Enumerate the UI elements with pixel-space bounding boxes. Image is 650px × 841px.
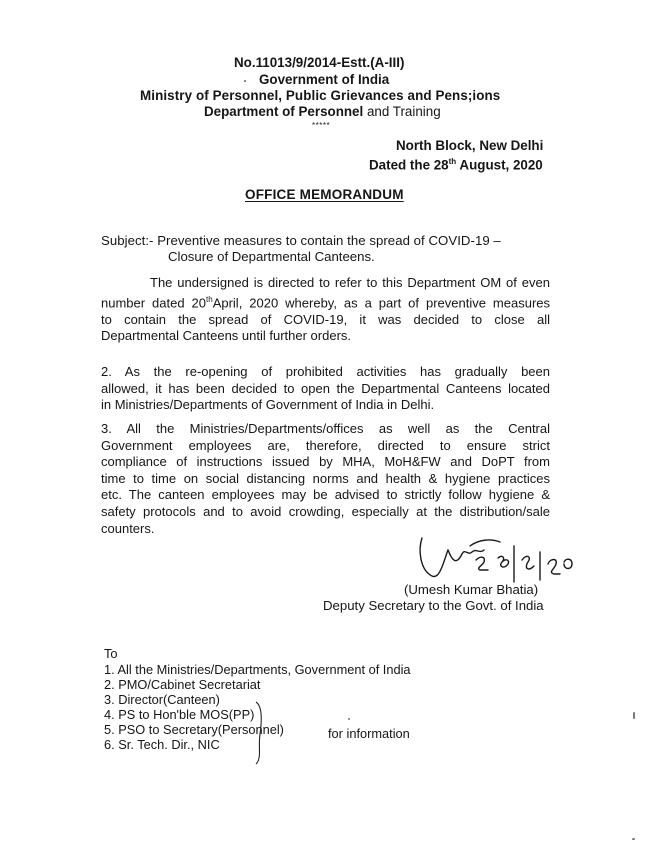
subject-line-1: Subject:- Preventive measures to contain the spread of COVID-19 –: [101, 233, 501, 248]
p1-line-2: [101, 292, 550, 312]
signatory-name: (Umesh Kumar Bhatia): [404, 582, 539, 597]
list-item: 6. Sr. Tech. Dir., NIC: [104, 737, 220, 752]
p1-line-1: The undersigned is directed to refer to this Department OM of even: [150, 275, 550, 290]
paragraph-3: [101, 421, 550, 537]
p2-line-2: allowed, it has been decided to open the Departmental Canteens located: [101, 380, 550, 396]
list-item: 3. Director(Canteen): [104, 692, 220, 707]
signatory-designation: Deputy Secretary to the Govt. of India: [323, 598, 544, 613]
date-superscript: th: [448, 157, 457, 166]
p1-line-2-post: April, 2020 whereby, as a part of preventive measures: [212, 294, 551, 310]
paragraph-1: [101, 275, 550, 345]
p3-line-1: 3. All the Ministries/Departments/offices as well as the Central: [101, 421, 550, 436]
department-line: [204, 104, 441, 120]
distribution-note: for information: [328, 726, 410, 741]
to-label: To: [104, 646, 118, 661]
separator-stars: *****: [312, 121, 331, 130]
subject-line-2: Closure of Departmental Canteens.: [168, 249, 375, 264]
p2-line-1: 2. As the re-opening of prohibited activities has gradually been: [101, 364, 550, 379]
ministry-line: Ministry of Personnel, Public Grievances and Pens;ions: [140, 88, 501, 103]
bracket-mark: [252, 700, 272, 771]
p1-line-4: Departmental Canteens until further orders.: [101, 328, 352, 344]
p1-superscript: th: [206, 294, 213, 304]
p2-line-3: in Ministries/Departments of Government of India in Delhi.: [101, 397, 435, 413]
p3-line-2: Government employees are, therefore, directed to ensure strict: [101, 437, 550, 453]
scan-speck: [244, 80, 246, 82]
date-line: [369, 154, 543, 173]
p1-line-3: to contain the spread of COVID-19, it was decided to close all: [101, 311, 550, 327]
list-item: 4. PS to Hon'ble MOS(PP): [104, 707, 255, 722]
list-item: 5. PSO to Secretary(Personnel): [104, 722, 284, 737]
p1-line-2-pre: number dated 20: [101, 294, 207, 310]
list-item: 1. All the Ministries/Departments, Government of India: [104, 662, 411, 677]
list-item: 2. PMO/Cabinet Secretariat: [104, 677, 261, 692]
paragraph-2: [101, 364, 550, 414]
scan-speck: [633, 712, 635, 719]
department-suffix: and Training: [363, 104, 441, 119]
location-line: North Block, New Delhi: [396, 138, 544, 153]
scan-speck: [632, 838, 635, 840]
department-name: Department of Personnel: [204, 104, 364, 119]
date-prefix: Dated the 28: [369, 157, 449, 173]
date-suffix: August, 2020: [456, 157, 543, 173]
p3-line-4: time to time on social distancing norms and health & hygiene practices: [101, 470, 550, 486]
government-line: Government of India: [259, 72, 390, 87]
p3-line-5: etc. The canteen employees may be advised to strictly follow hygiene &: [101, 487, 550, 503]
memo-title: OFFICE MEMORANDUM: [245, 187, 404, 202]
p3-line-3: compliance of instructions issued by MHA, MoH&FW and DoPT from: [101, 454, 550, 470]
scan-speck: [348, 718, 350, 720]
handwritten-signature: [410, 530, 580, 590]
p3-line-7: counters.: [101, 520, 155, 536]
p3-line-6: safety protocols and to avoid crowding, especially at the distribution/sale: [101, 503, 550, 519]
file-number: No.11013/9/2014-Estt.(A-III): [234, 55, 405, 70]
